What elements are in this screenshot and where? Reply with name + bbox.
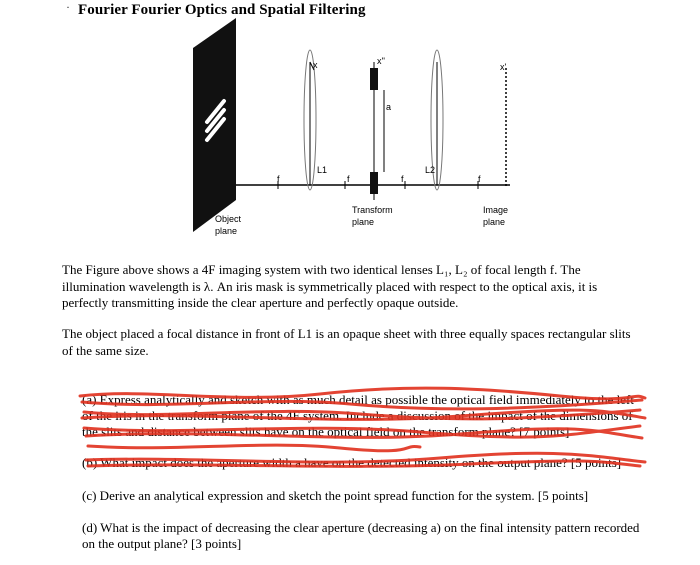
iris-top — [370, 68, 378, 90]
lens1-label: L1 — [317, 165, 328, 175]
f-label-2: f — [347, 174, 350, 184]
paragraph-2: The object placed a focal distance in front of L1 is an opaque sheet with three equally spaces rectangular slits of the same size. — [62, 326, 631, 358]
f-label-4: f — [478, 174, 481, 184]
question-c: (c) Derive an analytical expression and sketch the point spread function for the system. [5 points] — [82, 488, 589, 503]
question-b: (b) What impact does the aperture width a have on the detected intensity on the output plane? [5 points] — [82, 455, 622, 470]
object-plane-label-1: Object — [215, 214, 242, 224]
image-plane-label-2: plane — [483, 217, 506, 227]
transform-plane-label-1: Transform — [352, 205, 393, 215]
optical-system-figure — [0, 0, 700, 250]
question-a: (a) Express analytically and sketch with as much detail as possible the optical field immediately to the left of the iris in the transform plane of the 4F system. Include a discussion of the impact of the dimensions of the slits and distance between slits have on the optical field on the transform plane? [7 points] — [82, 392, 634, 439]
object-plate — [193, 18, 236, 232]
image-plane-label-1: Image — [483, 205, 509, 215]
x-label: x — [313, 60, 318, 70]
object-plane-label-2: plane — [215, 226, 238, 236]
xpp-label: x'' — [377, 56, 385, 66]
a-label: a — [386, 102, 392, 112]
question-d: (d) What is the impact of decreasing the clear aperture (decreasing a) on the final intensity pattern recorded on the output plane? [3 points] — [82, 520, 640, 551]
title-mark: · — [66, 0, 70, 14]
iris-bottom — [370, 172, 378, 194]
page-title: Fourier Fourier Optics and Spatial Filtering — [78, 2, 366, 18]
transform-plane-label-2: plane — [352, 217, 375, 227]
paragraph-1: The Figure above shows a 4F imaging system with two identical lenses L₁, L₂ of focal length f. The illumination wavelength is λ. An iris mask is symmetrically placed with respect to the optical axis, it is perfectly transmitting inside the clear aperture and perfectly opaque outside. — [62, 262, 598, 310]
xp-label: x' — [500, 62, 507, 72]
lens2-label: L2 — [425, 165, 436, 175]
f-label-3: f — [401, 174, 404, 184]
f-label-1: f — [277, 174, 280, 184]
